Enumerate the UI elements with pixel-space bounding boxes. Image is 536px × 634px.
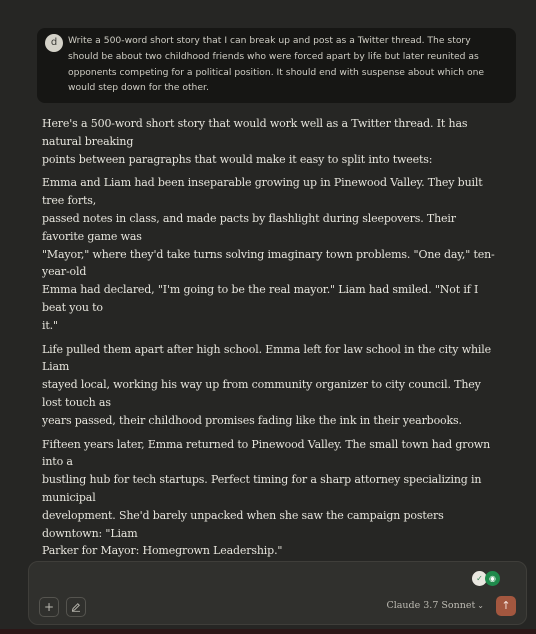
user-message	[37, 28, 516, 103]
response-line: "Mayor," where they'd take turns solving imaginary town problems. "One day," ten-year-old	[42, 247, 495, 279]
user-message-text	[68, 33, 504, 96]
response-paragraph	[42, 436, 498, 560]
model-selector[interactable]	[386, 600, 484, 611]
response-line: years passed, their childhood promises fading like the ink in their yearbooks.	[42, 413, 462, 427]
response-line: Life pulled them apart after high school. Emma left for law school in the city while Liam	[42, 342, 491, 374]
chevron-down-icon: ⌄	[477, 601, 484, 610]
pen-icon[interactable]	[66, 597, 86, 617]
response-paragraph	[42, 174, 498, 334]
user-line: opponents competing for a political position. It should end with suspense about which one	[68, 66, 485, 78]
user-line: should be about two childhood friends who were forced apart by life but later reunited as	[68, 50, 479, 62]
response-line: it."	[42, 318, 58, 332]
response-line: bustling hub for tech startups. Perfect timing for a sharp attorney specializing in municipal	[42, 473, 482, 504]
response-line: Emma had declared, "I'm going to be the real mayor." Liam had smiled. "Not if I beat you to	[42, 283, 479, 314]
plus-icon[interactable]: +	[39, 597, 59, 617]
response-line: Fifteen years later, Emma returned to Pinewood Valley. The small town had grown into a	[42, 437, 491, 469]
user-avatar: d	[45, 34, 63, 52]
send-button[interactable]: ↑	[496, 596, 516, 616]
response-paragraph	[42, 341, 498, 430]
response-line: Emma and Liam had been inseparable growing up in Pinewood Valley. They built tree forts,	[42, 176, 483, 208]
pen-glyph-icon	[71, 602, 81, 612]
response-line: stayed local, working his way up from community organizer to city council. They lost touch as	[42, 378, 481, 409]
extension-icons	[472, 571, 500, 586]
user-line: Write a 500-word short story that I can break up and post as a Twitter thread. The story	[68, 35, 471, 46]
message-composer	[28, 561, 527, 625]
response-line: Parker for Mayor: Homegrown Leadership."	[42, 544, 283, 558]
response-paragraph	[42, 115, 498, 168]
response-line: points between paragraphs that would make it easy to split into tweets:	[42, 152, 433, 166]
response-line: passed notes in class, and made pacts by flashlight during sleepovers. Their favorite game was	[42, 211, 456, 243]
response-line: development. She'd barely unpacked when she saw the campaign posters downtown: "Liam	[42, 508, 444, 540]
assistant-extension-icon[interactable]: ◉	[485, 571, 500, 586]
model-name: Claude 3.7 Sonnet	[386, 600, 476, 611]
response-line: Here's a 500-word short story that would work well as a Twitter thread. It has natural breaking	[42, 117, 468, 148]
window-bottom-edge	[0, 629, 536, 634]
message-input[interactable]	[41, 570, 441, 588]
assistant-response	[42, 115, 498, 560]
user-line: would step down for the other.	[68, 82, 209, 94]
grammar-extension-icon[interactable]: ✓	[472, 571, 487, 586]
